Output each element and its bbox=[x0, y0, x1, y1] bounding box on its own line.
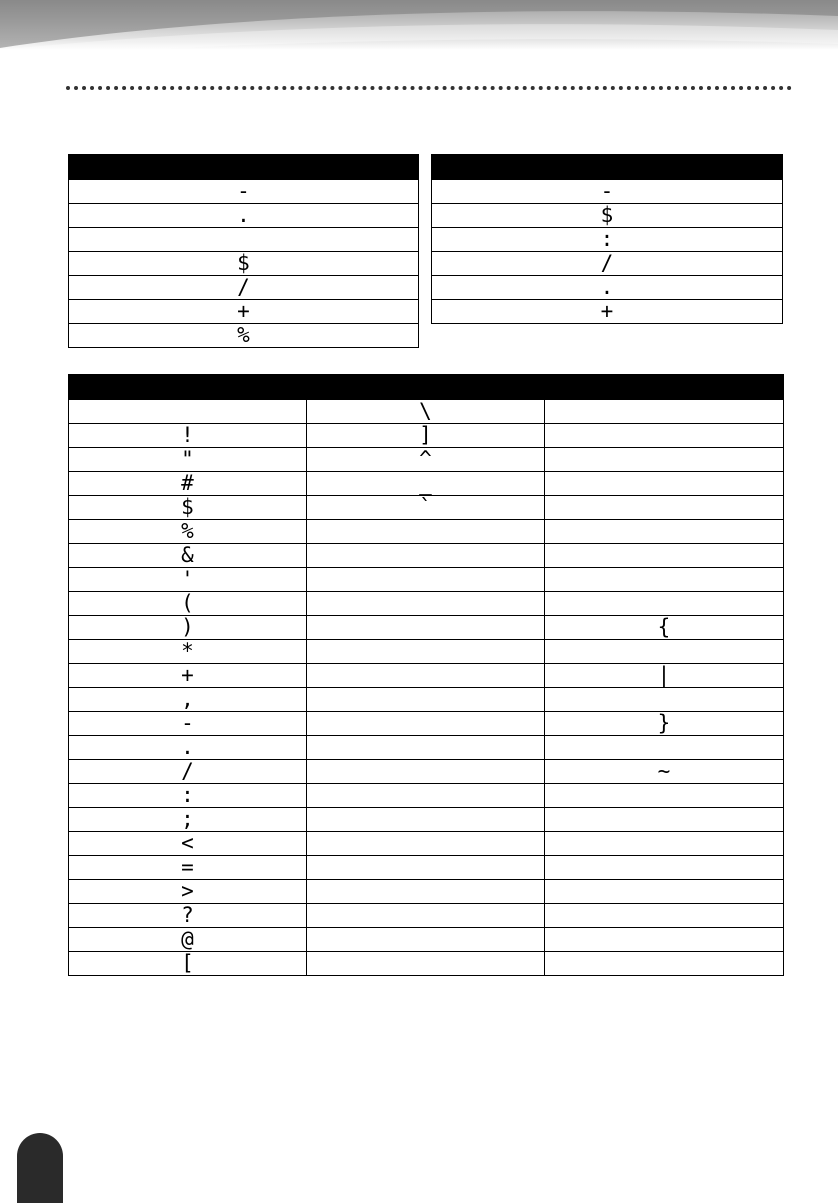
page-number-tab bbox=[17, 1133, 63, 1203]
symbol-cell bbox=[545, 856, 784, 880]
table-row bbox=[69, 760, 784, 784]
table-row bbox=[69, 204, 419, 228]
table-row bbox=[69, 400, 784, 424]
table-row bbox=[69, 784, 784, 808]
symbol-cell: * bbox=[69, 640, 307, 664]
table-row bbox=[432, 228, 783, 252]
symbol-cell bbox=[307, 952, 545, 976]
symbol-cell bbox=[545, 592, 784, 616]
table-row bbox=[69, 496, 784, 520]
symbol-cell: ) bbox=[69, 616, 307, 640]
symbol-cell bbox=[307, 880, 545, 904]
symbol-cell bbox=[545, 784, 784, 808]
symbol-cell: = bbox=[69, 856, 307, 880]
header-swoosh-graphic bbox=[0, 0, 838, 60]
symbol-cell bbox=[307, 760, 545, 784]
symbol-cell: ; bbox=[69, 808, 307, 832]
table-row bbox=[69, 616, 784, 640]
symbol-cell bbox=[307, 808, 545, 832]
symbol-cell bbox=[545, 832, 784, 856]
symbol-cell: + bbox=[69, 300, 419, 324]
table-row bbox=[432, 180, 783, 204]
symbol-cell: ' bbox=[69, 568, 307, 592]
table-header-col-1 bbox=[69, 375, 307, 400]
symbol-cell bbox=[307, 616, 545, 640]
table-header bbox=[432, 155, 783, 180]
symbol-cell bbox=[307, 544, 545, 568]
symbol-cell bbox=[545, 640, 784, 664]
symbol-cell bbox=[307, 736, 545, 760]
symbol-cell: & bbox=[69, 544, 307, 568]
table-row bbox=[432, 276, 783, 300]
symbol-cell: @ bbox=[69, 928, 307, 952]
symbol-cell: . bbox=[432, 276, 783, 300]
symbol-cell: ! bbox=[69, 424, 307, 448]
table-row bbox=[69, 904, 784, 928]
symbol-cell bbox=[307, 664, 545, 688]
table-row bbox=[69, 664, 784, 688]
table-row bbox=[69, 228, 419, 252]
symbol-cell: _ bbox=[307, 472, 545, 496]
symbol-cell bbox=[307, 520, 545, 544]
symbol-cell: | bbox=[545, 664, 784, 688]
symbol-cell bbox=[545, 424, 784, 448]
symbol-cell: + bbox=[432, 300, 783, 324]
symbol-cell: - bbox=[432, 180, 783, 204]
symbol-cell: / bbox=[69, 276, 419, 300]
table-row bbox=[69, 324, 419, 348]
symbol-cell: } bbox=[545, 712, 784, 736]
symbol-cell bbox=[545, 688, 784, 712]
table-row bbox=[69, 712, 784, 736]
symbol-cell bbox=[69, 400, 307, 424]
table-row bbox=[69, 880, 784, 904]
symbol-cell: [ bbox=[69, 952, 307, 976]
table-row bbox=[69, 276, 419, 300]
table-row bbox=[69, 520, 784, 544]
table-row bbox=[69, 928, 784, 952]
table-header bbox=[69, 155, 419, 180]
symbol-cell: / bbox=[432, 252, 783, 276]
symbol-cell: > bbox=[69, 880, 307, 904]
symbol-cell bbox=[307, 592, 545, 616]
table-row bbox=[432, 252, 783, 276]
symbol-cell: , bbox=[69, 688, 307, 712]
symbol-cell bbox=[545, 880, 784, 904]
symbol-cell: $ bbox=[432, 204, 783, 228]
symbol-cell bbox=[307, 784, 545, 808]
symbol-cell: / bbox=[69, 760, 307, 784]
symbol-table-right bbox=[431, 154, 783, 324]
symbol-cell bbox=[545, 400, 784, 424]
symbol-table-bottom bbox=[68, 374, 784, 976]
symbol-cell: { bbox=[545, 616, 784, 640]
symbol-cell: # bbox=[69, 472, 307, 496]
symbol-cell: ~ bbox=[545, 760, 784, 784]
symbol-cell: - bbox=[69, 180, 419, 204]
symbol-cell: $ bbox=[69, 496, 307, 520]
symbol-cell bbox=[545, 544, 784, 568]
symbol-cell: % bbox=[69, 520, 307, 544]
symbol-cell: . bbox=[69, 204, 419, 228]
table-row bbox=[69, 832, 784, 856]
symbol-cell bbox=[545, 904, 784, 928]
table-row bbox=[69, 808, 784, 832]
symbol-cell bbox=[307, 712, 545, 736]
symbol-cell bbox=[545, 496, 784, 520]
symbol-cell bbox=[307, 856, 545, 880]
table-row bbox=[69, 300, 419, 324]
symbol-cell: $ bbox=[69, 252, 419, 276]
symbol-cell: < bbox=[69, 832, 307, 856]
table-row bbox=[69, 544, 784, 568]
symbol-cell bbox=[307, 568, 545, 592]
symbol-cell: ( bbox=[69, 592, 307, 616]
symbol-cell: ` bbox=[307, 496, 545, 520]
symbol-cell bbox=[545, 568, 784, 592]
symbol-cell: \ bbox=[307, 400, 545, 424]
symbol-cell: % bbox=[69, 324, 419, 348]
table-row bbox=[432, 204, 783, 228]
symbol-cell bbox=[545, 520, 784, 544]
symbol-cell: + bbox=[69, 664, 307, 688]
table-row bbox=[69, 592, 784, 616]
symbol-cell bbox=[545, 928, 784, 952]
symbol-cell: . bbox=[69, 736, 307, 760]
table-row bbox=[69, 736, 784, 760]
table-row bbox=[69, 952, 784, 976]
table-row bbox=[69, 856, 784, 880]
symbol-cell bbox=[545, 472, 784, 496]
symbol-cell bbox=[307, 904, 545, 928]
symbol-cell: : bbox=[432, 228, 783, 252]
symbol-cell bbox=[69, 228, 419, 252]
table-row bbox=[69, 180, 419, 204]
table-row bbox=[69, 448, 784, 472]
symbol-table-left bbox=[68, 154, 419, 348]
section-divider bbox=[66, 86, 792, 90]
symbol-cell bbox=[545, 736, 784, 760]
symbol-cell: : bbox=[69, 784, 307, 808]
symbol-cell bbox=[307, 640, 545, 664]
table-header-col-3 bbox=[545, 375, 784, 400]
table-header-col-2 bbox=[307, 375, 545, 400]
symbol-cell bbox=[307, 832, 545, 856]
symbol-cell bbox=[545, 952, 784, 976]
symbol-cell: " bbox=[69, 448, 307, 472]
symbol-cell: ? bbox=[69, 904, 307, 928]
symbol-cell bbox=[545, 808, 784, 832]
symbol-cell bbox=[307, 688, 545, 712]
symbol-cell: - bbox=[69, 712, 307, 736]
table-row bbox=[69, 252, 419, 276]
table-row bbox=[432, 300, 783, 324]
table-row bbox=[69, 568, 784, 592]
table-row bbox=[69, 640, 784, 664]
symbol-cell bbox=[545, 448, 784, 472]
symbol-cell: ^ bbox=[307, 448, 545, 472]
symbol-cell: ] bbox=[307, 424, 545, 448]
table-row bbox=[69, 472, 784, 496]
table-row bbox=[69, 424, 784, 448]
table-row bbox=[69, 688, 784, 712]
symbol-cell bbox=[307, 928, 545, 952]
